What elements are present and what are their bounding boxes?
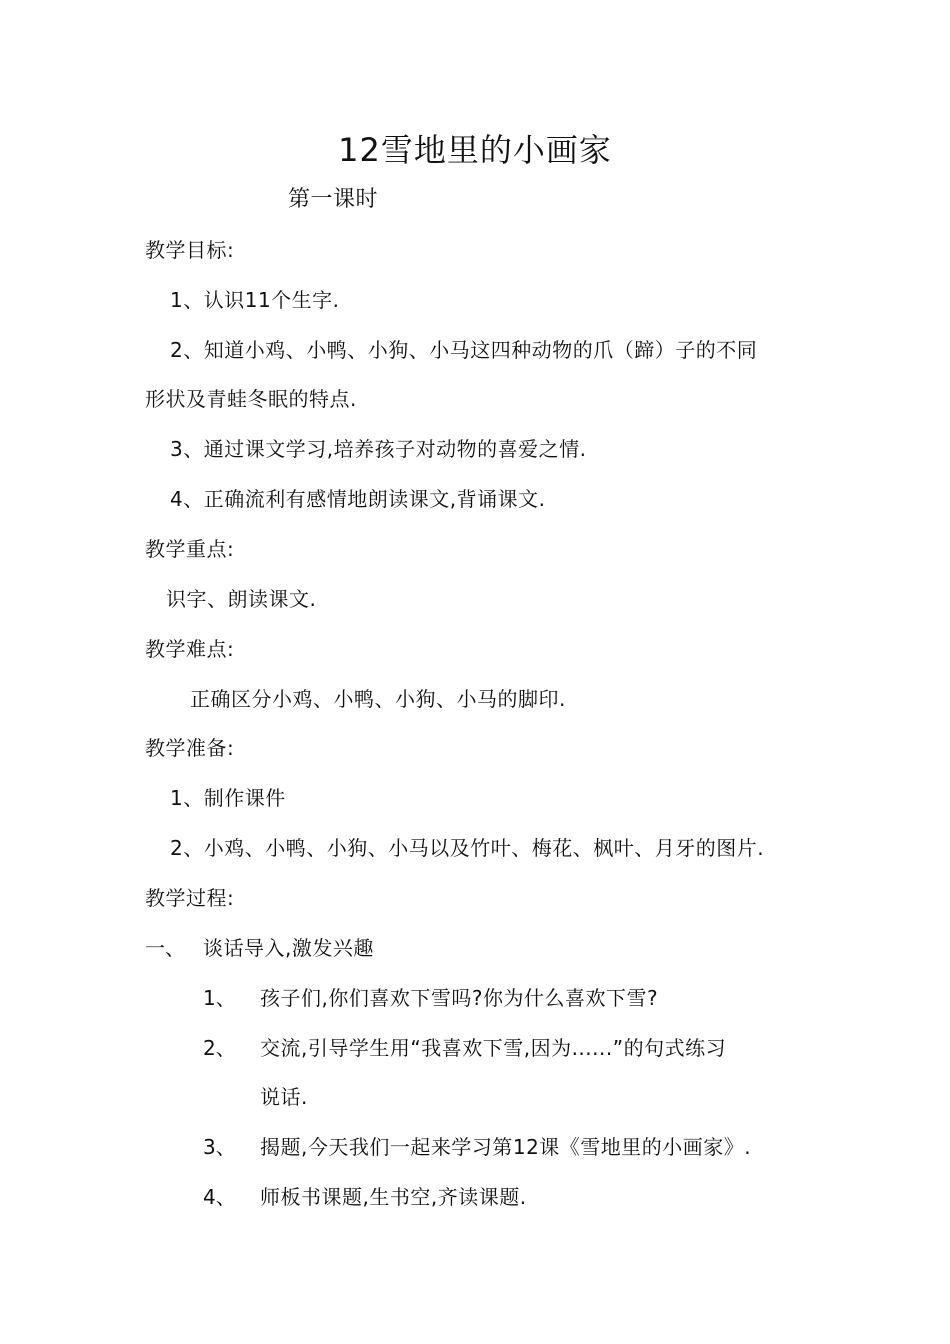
- objective-item: 2、知道小鸡、小鸭、小狗、小马这四种动物的爪（蹄）子的不同: [170, 338, 758, 362]
- step-text: 师板书课题,生书空,齐读课题.: [260, 1185, 527, 1209]
- section-title: 谈话导入,激发兴趣: [203, 936, 374, 960]
- step-number: 4、: [203, 1185, 236, 1209]
- document-title: 12雪地里的小画家: [338, 131, 612, 169]
- key-points-heading: 教学重点:: [145, 537, 235, 561]
- objective-item: 4、正确流利有感情地朗读课文,背诵课文.: [170, 487, 546, 511]
- key-points-text: 识字、朗读课文.: [166, 587, 317, 611]
- step-number: 1、: [203, 986, 236, 1010]
- objective-item: 1、认识11个生字.: [170, 288, 340, 312]
- preparation-heading: 教学准备:: [145, 736, 235, 760]
- process-heading: 教学过程:: [145, 886, 235, 910]
- step-number: 2、: [203, 1036, 236, 1060]
- preparation-item: 2、小鸡、小鸭、小狗、小马以及竹叶、梅花、枫叶、月牙的图片.: [170, 836, 765, 860]
- objective-item-continued: 形状及青蛙冬眠的特点.: [145, 387, 357, 411]
- step-number: 3、: [203, 1135, 236, 1159]
- step-text: 交流,引导学生用“我喜欢下雪,因为......”的句式练习: [260, 1036, 727, 1060]
- objective-item: 3、通过课文学习,培养孩子对动物的喜爱之情.: [170, 437, 587, 461]
- step-text: 孩子们,你们喜欢下雪吗?你为什么喜欢下雪?: [260, 986, 659, 1010]
- objectives-heading: 教学目标:: [145, 238, 235, 262]
- preparation-item: 1、制作课件: [170, 786, 286, 810]
- section-marker: 一、: [145, 936, 185, 960]
- difficulties-heading: 教学难点:: [145, 637, 235, 661]
- step-text-continued: 说话.: [260, 1085, 308, 1109]
- lesson-period-subtitle: 第一课时: [288, 187, 379, 212]
- step-text: 揭题,今天我们一起来学习第12课《雪地里的小画家》.: [260, 1135, 752, 1159]
- difficulties-text: 正确区分小鸡、小鸭、小狗、小马的脚印.: [190, 687, 566, 711]
